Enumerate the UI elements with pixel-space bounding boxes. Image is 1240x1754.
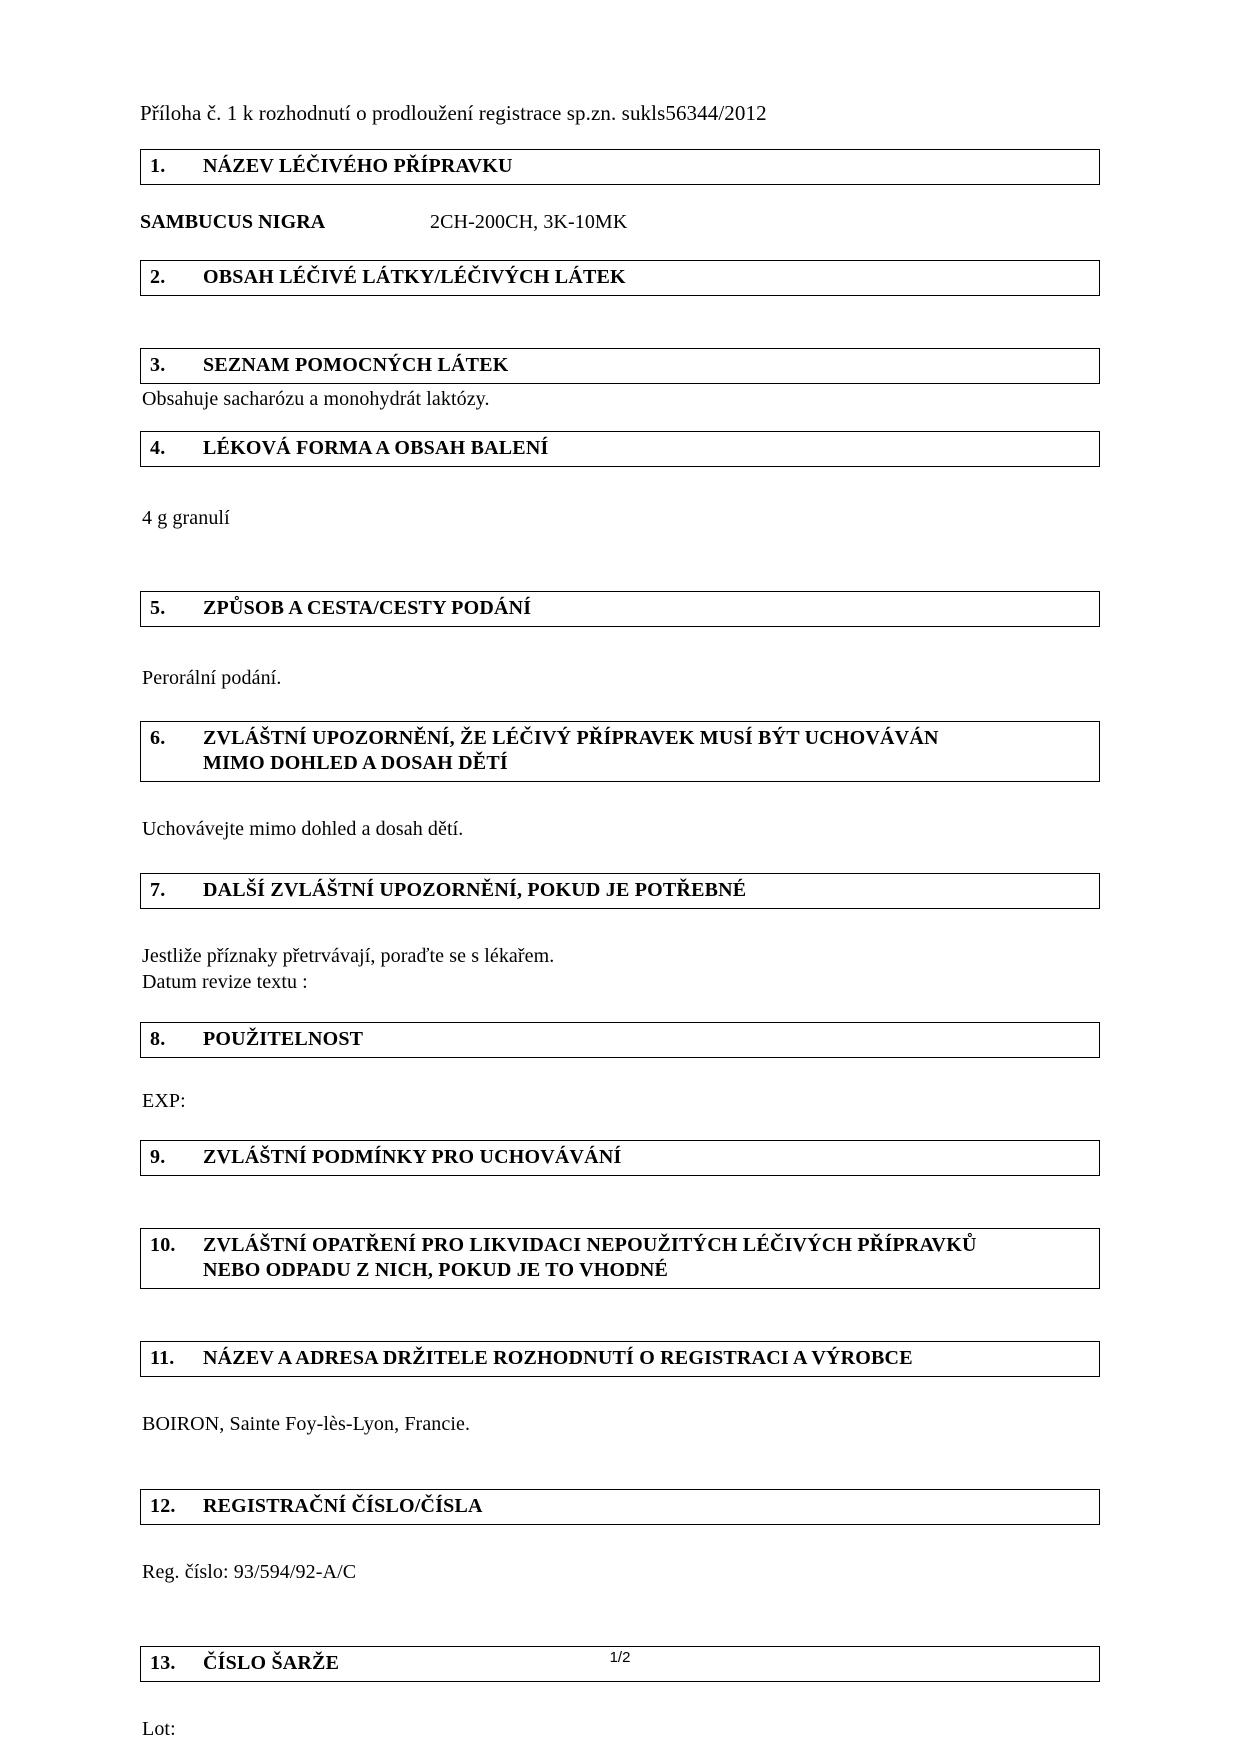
section-title-10-line1: ZVLÁŠTNÍ OPATŘENÍ PRO LIKVIDACI NEPOUŽITÝCH LÉČIVÝCH PŘÍPRAVKŮ xyxy=(203,1234,977,1257)
section-title-1: NÁZEV LÉČIVÉHO PŘÍPRAVKU xyxy=(203,155,513,178)
section-number-6: 6. xyxy=(150,727,166,750)
section-header-6 xyxy=(140,721,1100,782)
section-body-11: BOIRON, Sainte Foy-lès-Lyon, Francie. xyxy=(142,1413,471,1436)
page-footer: 1/2 xyxy=(609,1649,631,1666)
section-title-6-line1: ZVLÁŠTNÍ UPOZORNĚNÍ, ŽE LÉČIVÝ PŘÍPRAVEK MUSÍ BÝT UCHOVÁVÁN xyxy=(203,727,939,750)
section-title-6-line2: MIMO DOHLED A DOSAH DĚTÍ xyxy=(203,752,508,775)
section-number-8: 8. xyxy=(150,1027,166,1050)
document-content xyxy=(140,100,1100,1742)
section-header-4 xyxy=(140,431,1100,467)
section-body-12: Reg. číslo: 93/594/92-A/C xyxy=(142,1561,357,1584)
section-number-13: 13. xyxy=(150,1651,176,1674)
section-title-11: NÁZEV A ADRESA DRŽITELE ROZHODNUTÍ O REGISTRACI A VÝROBCE xyxy=(203,1347,913,1370)
section-title-10 xyxy=(203,1233,1099,1283)
section-header-8 xyxy=(140,1022,1100,1058)
section-title-4: LÉKOVÁ FORMA A OBSAH BALENÍ xyxy=(203,436,549,459)
section-header-1 xyxy=(140,149,1100,185)
section-header-7 xyxy=(140,873,1100,909)
section-title-7: DALŠÍ ZVLÁŠTNÍ UPOZORNĚNÍ, POKUD JE POTŘEBNÉ xyxy=(203,878,747,901)
section-title-5: ZPŮSOB A CESTA/CESTY PODÁNÍ xyxy=(203,597,532,620)
section-body-4: 4 g granulí xyxy=(142,506,230,529)
section-title-2: OBSAH LÉČIVÉ LÁTKY/LÉČIVÝCH LÁTEK xyxy=(203,266,626,289)
section-header-3 xyxy=(140,348,1100,384)
section-title-12: REGISTRAČNÍ ČÍSLO/ČÍSLA xyxy=(203,1495,483,1518)
section-body-6: Uchovávejte mimo dohled a dosah dětí. xyxy=(142,818,464,841)
section-body-7-line1: Jestliže příznaky přetrvávají, poraďte se s lékařem. xyxy=(142,944,555,967)
section-header-5 xyxy=(140,591,1100,627)
section-header-10 xyxy=(140,1228,1100,1289)
product-dilutions: 2CH-200CH, 3K-10MK xyxy=(430,211,628,234)
section-number-10: 10. xyxy=(150,1234,176,1257)
section-number-1: 1. xyxy=(150,155,166,178)
section-body-8: EXP: xyxy=(142,1089,186,1112)
section-number-7: 7. xyxy=(150,878,166,901)
section-header-9 xyxy=(140,1140,1100,1176)
section-body-3: Obsahuje sacharózu a monohydrát laktózy. xyxy=(142,388,490,411)
section-body-5: Perorální podání. xyxy=(142,667,282,690)
section-number-4: 4. xyxy=(150,436,166,459)
section-number-12: 12. xyxy=(150,1495,176,1518)
section-body-7-line2: Datum revize textu : xyxy=(142,971,308,994)
section-number-3: 3. xyxy=(150,354,166,377)
section-number-9: 9. xyxy=(150,1146,166,1169)
section-body-13: Lot: xyxy=(142,1717,176,1740)
section-number-11: 11. xyxy=(150,1347,175,1370)
product-name: SAMBUCUS NIGRA xyxy=(140,211,326,234)
section-title-10-line2: NEBO ODPADU Z NICH, POKUD JE TO VHODNÉ xyxy=(203,1259,669,1282)
section-header-11 xyxy=(140,1341,1100,1377)
document-header-line: Příloha č. 1 k rozhodnutí o prodloužení registrace sp.zn. sukls56344/2012 xyxy=(140,101,767,125)
product-line xyxy=(140,211,1100,234)
section-title-9: ZVLÁŠTNÍ PODMÍNKY PRO UCHOVÁVÁNÍ xyxy=(203,1146,622,1169)
section-title-13: ČÍSLO ŠARŽE xyxy=(203,1651,340,1674)
section-number-2: 2. xyxy=(150,266,166,289)
section-title-6 xyxy=(203,726,1099,776)
section-title-8: POUŽITELNOST xyxy=(203,1027,364,1050)
section-number-5: 5. xyxy=(150,597,166,620)
section-header-2 xyxy=(140,260,1100,296)
section-title-3: SEZNAM POMOCNÝCH LÁTEK xyxy=(203,354,509,377)
section-header-12 xyxy=(140,1489,1100,1525)
